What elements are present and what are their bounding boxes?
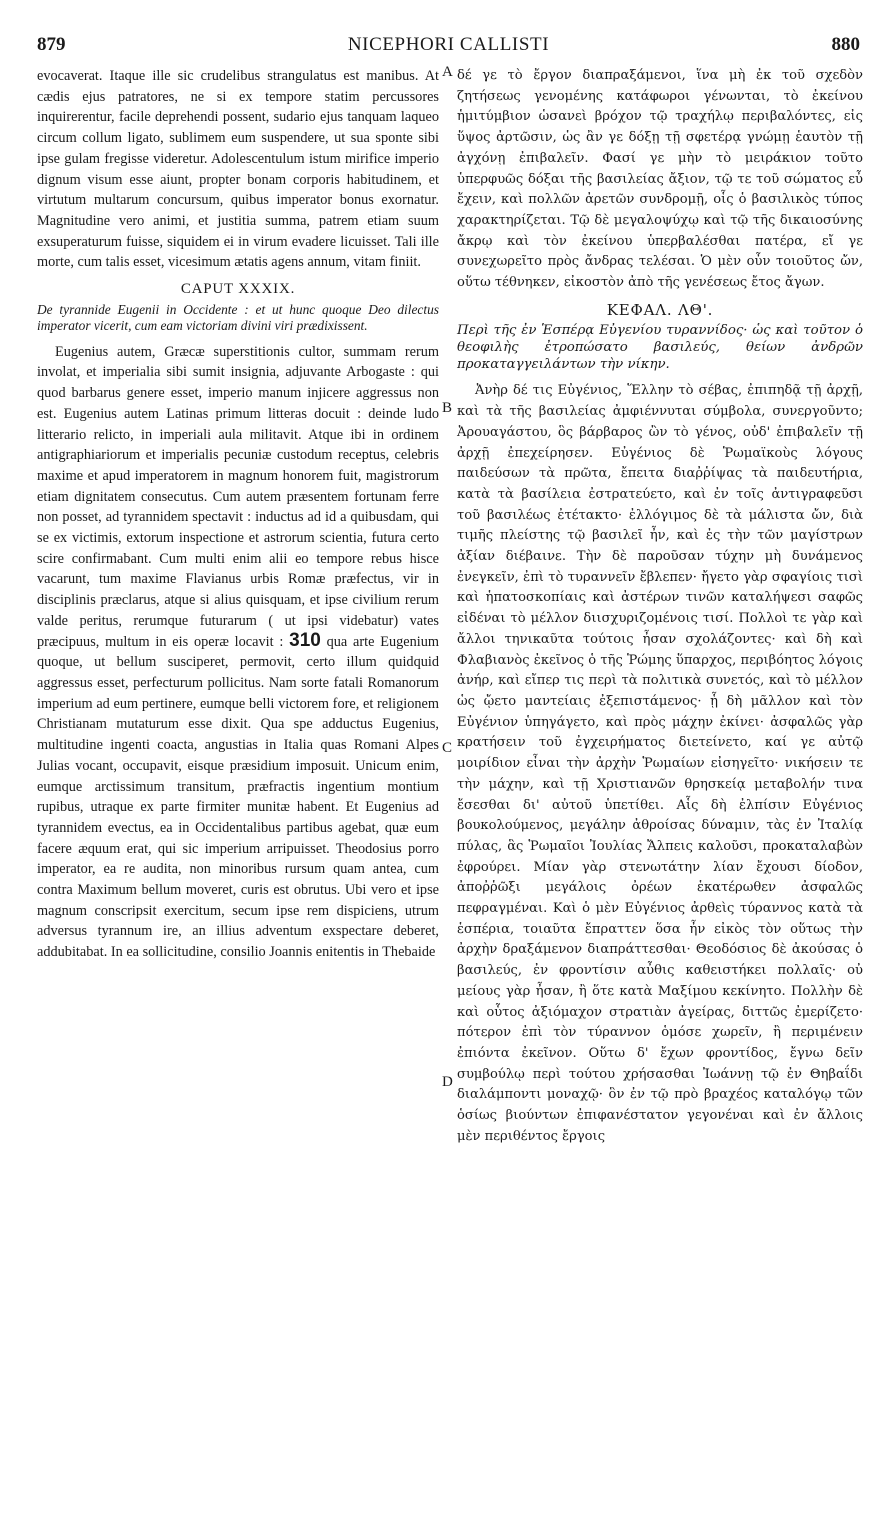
page-number-left: 879	[37, 34, 66, 55]
greek-chapter-title: ΚΕΦΑΛ. ΛΘ'.	[606, 300, 714, 319]
running-head: NICEPHORI CALLISTI	[347, 34, 550, 55]
latin-column	[37, 66, 439, 963]
page-number-right: 880	[831, 34, 860, 55]
margin-marker-a: A	[442, 64, 453, 80]
greek-paragraph-1: δέ γε τὸ ἔργον διαπραξάμενοι, ἵνα μὴ ἐκ τοῦ σχεδὸν ζητήσεως γενομένης κατάφωροι γένωνται, τὸ ἐκείνου ἡμιτύμβιον ὡσανεὶ βρόχον τῷ τραχήλῳ περιβαλόντες, εἰς ὕψος ἀρτῶσιν, ὡς ἂν γε δόξῃ τῇ σφετέρᾳ γνώμῃ ἑαυτὸν τῇ ἀγχόνῃ ἐπιβαλεῖν. Φασί γε μὴν τὸ μειράκιον τοῦτο ὑπερφυῶς δόξαι τῆς βασιλείας ἄξιον, τῷ τε τοῦ σώματος εὖ ἔχειν, καὶ πολλῶν ἀρετῶν συνδρομῇ, οἷς ὁ βασιλικὸς τύπος χαρακτηρίζεται. Τῷ δὲ μεγαλοψύχῳ καὶ τῷ τῆς δικαιοσύνης ἄκρῳ καὶ τὸν ἐκείνου ὑπερβαλέσθαι πατέρα, εἴ γε συνεχωρεῖτο πρὸς ἄνδρας τελέσαι. Ὁ μὲν οὖν τοιοῦτος ὤν, οὕτω τέθνηκεν, εἰκοστὸν ἀπὸ τῆς γενέσεως ἔτος ἄγων.	[457, 68, 863, 291]
latin-paragraph-2-part-2: qua arte Eugenium quoque, ut bellum susciperet, permovit, certo illum quidquid aggressus esset, perfecturum pollicitus. Nam sorte fatali Romanorum imperium ad eum pertinere, eumque belli victorem fore, et religionem Christianam mutaturum esse dixit. Qua spe adductus Eugenius, multitudine ingenti coacta, angustias in Italia quas Romani Alpes Julias vocant, occupavit, eisque præsidium imposuit. Unicum enim, eumque arctissimum transitum, præfractis ingentium montium rupibus, utraque ex parte firmiter munitæ habent. Et Eugenius ad tyrannidem evectus, ea in Occidentalibus partibus agebat, quæ eum facere æquum erat, qui sic imperium arripuisset. Theodosius porro imperator, ea re audita, non minoribus rursum quam antea, cum contra Maximum bellum moveret, curis est obrutus. Ubi vero et ipse magnum conscripsit exercitum, secum ipse rem dispiciens, utrum adversus tyrannum ire, an illius adventum exspectare deberet, addubitabat. In ea sollicitudine, consilio Joannis enitentis in Thebaide	[37, 633, 440, 961]
page-header	[37, 30, 860, 60]
margin-marker-c: C	[442, 740, 453, 756]
latin-chapter-title: CAPUT XXXIX.	[180, 281, 296, 298]
latin-paragraph-2-part-1: Eugenius autem, Græcæ superstitionis cultor, summam rerum involat, et imperialia sibi sumit insignia, adjuvante Arbogaste : qui quod barbarus genere esset, imperio manum injicere aggressus non est. Eugenius autem Latinas primum litteras docuit : deinde ludo litterario relicto, in imperiali aula militavit. Atque ibi in ordinem antigraphiariorum et imperialis pecuniæ custodum receptus, celebris maxime et apud imperatorem in magnum honorem fuit, magistrorum etiam dignitatem consecutus. Cum autem præsentem fortunam ferre non posset, ad tyrannidem spectavit : inductus ad id a quibusdam, qui se ex victimis, extorum inspectione et astrorum scientia, futura certo scire confirmabant. Cum multi enim alii eo tempore rebus hisce vacarunt, tum maxime Flavianus urbis Romæ præfectus, vir in disciplinis præclarus, atque si alius quisquam, et ipse civilium rerum valde peritus, rerumque futurarum ( ut ipsi videbatur) vates præcipuus, multum in eis operæ locavit :	[37, 343, 439, 650]
latin-paragraph-1: evocaverat. Itaque ille sic crudelibus strangulatus est manibus. At cædis ejus patratores, ne si ex tempore statim percussores inquirerentur, facile deprehendi possent, sudario ejus tanquam laqueo circum collum ligato, sublimem eum suspendere, ut sua sponte sibi ipse gulam fregisse videretur. Adolescentulum istum mirifice imperio dignum visum esse aiunt, propter bonam corporis habitudinem, et virtutum multarum concursum, quibus imperator bonus exornatur. Magnitudine vero animi, et justitia summa, patrem etiam suum exsuperaturum fuisse, siquidem ei in virum evadere licuisset. Tali ille morte, cum talis esset, vicesimum ætatis agens annum, vitam finiit.	[37, 68, 439, 271]
margin-marker-b: B	[442, 400, 453, 416]
greek-column	[457, 66, 863, 1147]
latin-chapter-summary: De tyrannide Eugenii in Occidente : et ut hunc quoque Deo dilectus imperator vicerit, cum eam victoriam divini viri prædixissent.	[37, 301, 439, 333]
inline-page-number: 310	[289, 629, 321, 651]
greek-chapter-summary: Περὶ τῆς ἐν Ἑσπέρᾳ Εὐγενίου τυραννίδος· ὡς καὶ τοῦτον ὁ θεοφιλὴς ἐτροπώσατο βασιλεύς, θείων ἀνδρῶν προκαταγγειλάντων τὴν νίκην.	[457, 323, 863, 373]
latin-paragraph-2	[37, 342, 439, 963]
margin-marker-d: D	[442, 1074, 453, 1090]
greek-paragraph-2: Ἀνὴρ δέ τις Εὐγένιος, Ἕλλην τὸ σέβας, ἐπιπηδᾷ τῇ ἀρχῇ, καὶ τὰ τῆς βασιλείας ἀμφιέννυται σύμβολα, συνεργοῦντο; Ἀρουαγάστου, ὃς βάρβαρος ὢν τὸ γένος, οὐδ' ἐπιβαλεῖν τῇ ἀρχῇ ἐπεχείρησεν. Εὐγένιος δὲ Ῥωμαϊκοὺς λόγους παιδεύσων τὰ πρῶτα, ἔπειτα διαῤῥίψας τὰ παιδευτήρια, κατὰ τὰ βασίλεια ἐστρατεύετο, καὶ ἐν τοῖς ἀντιγραφεῦσι τοῦ βασιλέως ἐτέτακτο· ἐλλόγιμος δὲ τὰ μάλιστα ὤν, διὰ τιμῆς πλείστης τῷ βασιλεῖ ἦν, καὶ ἐς τὴν τῶν μαγίστρων ἀξίαν διέβαινε. Τὴν δὲ παροῦσαν τύχην μὴ δυνάμενος ἐνεγκεῖν, ἐπὶ τὸ τυραννεῖν ἔβλεπεν· ἤγετο γὰρ σφαγίοις τισὶ καὶ ἡπατοσκοπίαις καὶ ἀστέρων τινῶν καταλήψεσι σαφῶς εἰδέναι τὸ μέλλον διισχυριζομένοις τισί. Πολλοὶ τε γὰρ καὶ ἄλλοι τηνικαῦτα τούτοις ἦσαν σχολάζοντες· καὶ δὴ καὶ Φλαβιανὸς ἐκεῖνος ὁ τῆς Ῥώμης ὕπαρχος, περιβόητος λόγοις ἀνήρ, καὶ εἴπερ τις περὶ τὰ πολιτικὰ συνετός, καὶ τὸ μέλλον ὡς ᾤετο μαντείαις ἐξεπιστάμενος· ᾗ δὴ μᾶλλον καὶ τὸν Εὐγένιον ὑπηγάγετο, καὶ πρὸς μάχην ἐκίνει· ἀσφαλῶς γὰρ κρατήσειν τοῦ ἐγχειρήματος διετείνετο, καί γε αὐτῷ μοιρίδιον εἶναι τὴν ἀρχὴν Ῥωμαίων εἰσηγεῖτο· νικήσειν τε τὴν μάχην, καὶ τῇ Χριστιανῶν θρησκείᾳ μεταβολήν τινα ἔσεσθαι δι' αὐτοῦ ὑπετίθει. Αἷς δὴ ἐλπίσιν Εὐγένιος βουκολούμενος, μεγάλην ἀθροίσας δύναμιν, τὰς ἐν Ἰταλίᾳ πύλας, ἃς Ῥωμαῖοι Ἰουλίας Ἄλπεις καλοῦσι, προκαταλαβὼν ἐφρούρει. Μίαν γὰρ στενωτάτην λίαν ἔχουσι δίοδον, ἀποῤῥῶξι μεγάλοις ὀρέων ἑκατέρωθεν ἀσφαλῶς πεφραγμέναι. Καὶ ὁ μὲν Εὐγένιος ἀρθεὶς τύραννος κατὰ τὰ ἑσπέρια, τοιαῦτα ἔπραττεν ὅσα ἦν εἰκὸς τὸν οὕτως τὴν ἀρχὴν δραξάμενον διαπράττεσθαι· Θεοδόσιος δὲ ἀκούσας ὁ βασιλεύς, ἐν φροντίσιν αὖθις καθειστήκει πολλαῖς· οὐ μείους γὰρ ἦσαν, ἢ ὅτε κατὰ Μαξίμου κεκίνητο. Πολλὴν δὲ καὶ οὗτος ἀξιόμαχον στρατιὰν ἀγείρας, διττῶς ἐμερίζετο· πότερον ἐπὶ τὸν τύραννον ὁμόσε χωρεῖν, ἢ περιμένειν ἐπιόντα ἐκεῖνον. Οὕτω δ' ἔχων φροντίδος, ἔγνω δεῖν συμβούλῳ περὶ τούτου χρήσασθαι Ἰωάννῃ τῷ ἐν Θηβαΐδι διαλάμποντι μοναχῷ· ὃν ἐν τῷ πρὸ βραχέος καταλόγῳ τῶν ὁσίως βιούντων ἐπιφανέστατον γεγονέναι καὶ ἐν ἄλλοις μὲν περιθέντος ἔργοις	[457, 383, 863, 1144]
